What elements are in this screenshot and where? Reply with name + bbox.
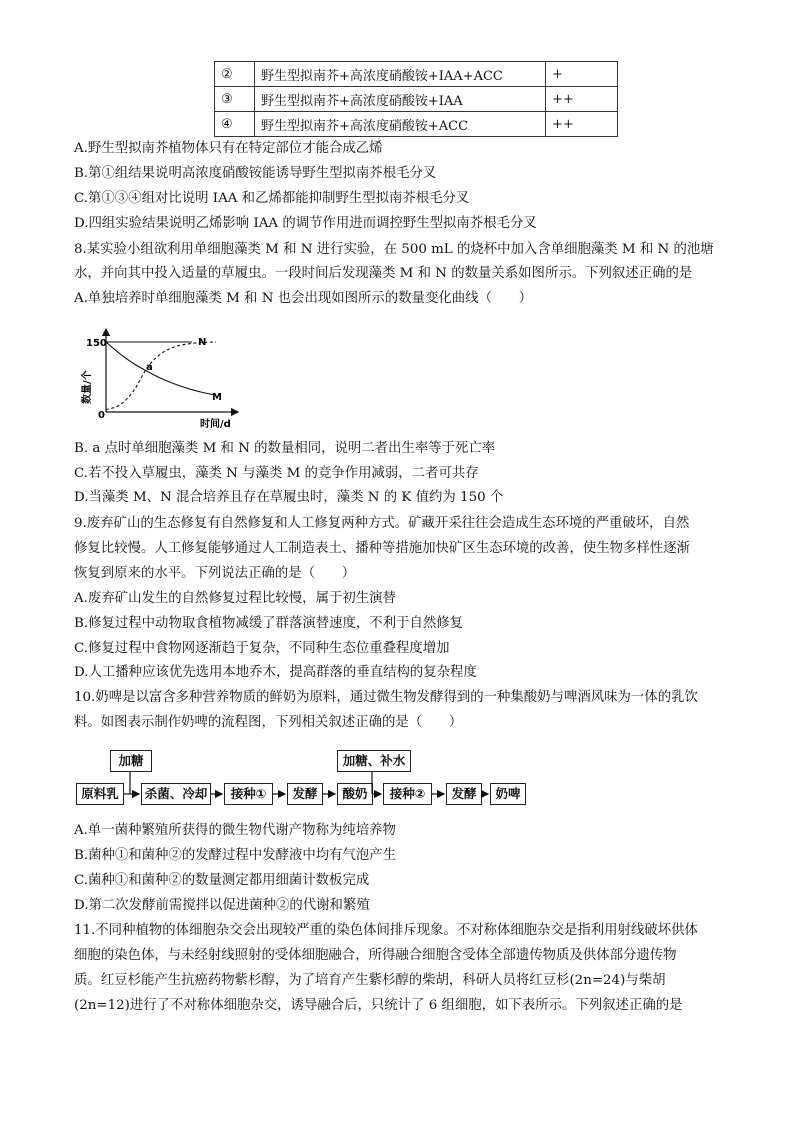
table-row — [215, 87, 618, 112]
q9-stem-line-1: 9.废弃矿山的生态修复有自然修复和人工修复两种方式。矿藏开采往往会造成生态环境的严重破坏，自然 — [74, 516, 690, 531]
series-label-m: M — [212, 392, 222, 403]
table-cell-num: ② — [215, 62, 255, 87]
flow-step-inoculate-1: 接种① — [224, 783, 273, 805]
q8-stem-line-2: 水，并向其中投入适量的草履虫。一段时间后发现藻类 M 和 N 的数量关系如图所示。下列叙述正确的是 — [74, 266, 693, 281]
flow-step-milk-beer: 奶啤 — [490, 783, 526, 805]
y-tick-label: 150 — [86, 338, 107, 349]
q9-stem-line-2: 修复比较慢。人工修复能够通过人工制造表土、播种等措施加快矿区生态环境的改善，使生物多样性逐渐 — [74, 541, 690, 556]
flow-add-sugar-water-box: 加糖、补水 — [337, 750, 411, 772]
q7-option-b: B.第①组结果说明高浓度硝酸铵能诱导野生型拟南芥根毛分叉 — [74, 166, 437, 181]
flow-step-raw-milk: 原料乳 — [76, 783, 124, 805]
table-cell-result: ++ — [546, 112, 618, 137]
q11-stem-line-1: 11.不同种植物的体细胞杂交会出现较严重的染色体间排斥现象。不对称体细胞杂交是指利用射线破坏供体 — [74, 923, 698, 938]
q10-option-a: A.单一菌种繁殖所获得的微生物代谢产物称为纯培养物 — [74, 823, 396, 838]
table-cell-result: + — [546, 62, 618, 87]
q7-option-d: D.四组实验结果说明乙烯影响 IAA 的调节作用进而调控野生型拟南芥根毛分叉 — [74, 216, 537, 231]
y-axis-label: 数量/个 — [82, 370, 93, 404]
table-cell-condition: 野生型拟南芥+高浓度硝酸铵+IAA+ACC — [255, 62, 546, 87]
table-cell-condition: 野生型拟南芥+高浓度硝酸铵+IAA — [255, 87, 546, 112]
series-label-n: N — [198, 337, 207, 348]
population-graph — [76, 326, 246, 430]
flow-step-inoculate-2: 接种② — [383, 783, 432, 805]
q9-stem-line-3: 恢复到原来的水平。下列说法正确的是（ ） — [74, 566, 356, 581]
experiment-table — [214, 61, 618, 137]
q9-option-a: A.废弃矿山发生的自然修复过程比较慢，属于初生演替 — [74, 591, 396, 606]
q11-stem-line-2: 细胞的染色体，与未经射线照射的受体细胞融合，所得融合细胞含受体全部遗传物质及供体部分遗传物 — [74, 948, 677, 963]
q7-option-a: A.野生型拟南芥植物体只有在特定部位才能合成乙烯 — [74, 141, 383, 156]
origin-label: 0 — [98, 410, 105, 421]
q8-option-b: B. a 点时单细胞藻类 M 和 N 的数量相同，说明二者出生率等于死亡率 — [74, 441, 496, 456]
flow-step-sterilize: 杀菌、冷却 — [141, 783, 211, 805]
table-cell-condition: 野生型拟南芥+高浓度硝酸铵+ACC — [255, 112, 546, 137]
q10-option-d: D.第二次发酵前需搅拌以促进菌种②的代谢和繁殖 — [74, 898, 370, 913]
q7-option-c: C.第①③④组对比说明 IAA 和乙烯都能抑制野生型拟南芥根毛分叉 — [74, 191, 470, 206]
q10-option-b: B.菌种①和菌种②的发酵过程中发酵液中均有气泡产生 — [74, 848, 397, 863]
q9-option-b: B.修复过程中动物取食植物减缓了群落演替速度，不利于自然修复 — [74, 616, 464, 631]
point-label-a: a — [146, 362, 153, 373]
q10-stem-line-2: 料。如图表示制作奶啤的流程图，下列相关叙述正确的是（ ） — [74, 715, 463, 730]
flow-step-yogurt: 酸奶 — [337, 783, 373, 805]
flow-step-ferment-2: 发酵 — [446, 783, 482, 805]
series-line-n — [106, 342, 216, 410]
table-row — [215, 62, 618, 87]
q8-option-a: A.单独培养时单细胞藻类 M 和 N 也会出现如图所示的数量变化曲线（ ） — [74, 291, 533, 306]
q9-option-d: D.人工播种应该优先选用本地乔木，提高群落的垂直结构的复杂程度 — [74, 665, 477, 680]
q11-stem-line-4: (2n=12)进行了不对称体细胞杂交，诱导融合后，只统计了 6 组细胞，如下表所示。下列叙述正确的是 — [74, 998, 683, 1013]
q11-stem-line-3: 质。红豆杉能产生抗癌药物紫杉醇，为了培育产生紫杉醇的柴胡，科研人员将红豆杉(2n=24)与柴胡 — [74, 973, 666, 988]
flow-step-ferment-1: 发酵 — [287, 783, 323, 805]
series-line-m — [106, 342, 216, 395]
q8-option-d: D.当藻类 M、N 混合培养且存在草履虫时，藻类 N 的 K 值约为 150 个 — [74, 490, 504, 505]
flow-add-sugar-box: 加糖 — [110, 750, 152, 772]
q8-option-c: C.若不投入草履虫，藻类 N 与藻类 M 的竞争作用减弱，二者可共存 — [74, 466, 479, 481]
q10-stem-line-1: 10.奶啤是以富含多种营养物质的鲜奶为原料，通过微生物发酵得到的一种集酸奶与啤酒风味为一体的乳饮 — [74, 690, 698, 705]
table-cell-num: ③ — [215, 87, 255, 112]
table-cell-result: ++ — [546, 87, 618, 112]
q8-stem-line-1: 8.某实验小组欲利用单细胞藻类 M 和 N 进行实验，在 500 mL 的烧杯中加入含单细胞藻类 M 和 N 的池塘 — [74, 242, 714, 257]
q10-option-c: C.菌种①和菌种②的数量测定都用细菌计数板完成 — [74, 873, 370, 888]
table-row — [215, 112, 618, 137]
x-axis-label: 时间/d — [200, 419, 231, 430]
q9-option-c: C.修复过程中食物网逐渐趋于复杂，不同种生态位重叠程度增加 — [74, 641, 450, 656]
table-cell-num: ④ — [215, 112, 255, 137]
